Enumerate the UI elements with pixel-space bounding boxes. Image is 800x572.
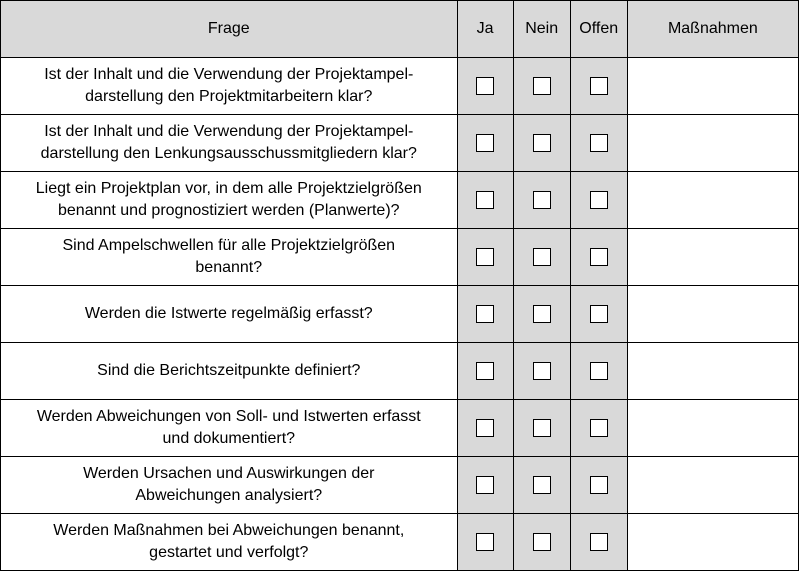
answer-cell-open xyxy=(570,58,627,115)
checkbox-yes[interactable] xyxy=(476,77,494,95)
table-body xyxy=(1,58,799,571)
table-row xyxy=(1,115,799,172)
checkbox-yes[interactable] xyxy=(476,248,494,266)
table-row xyxy=(1,400,799,457)
answer-cell-yes xyxy=(457,229,513,286)
measures-cell[interactable] xyxy=(627,58,798,115)
measures-cell[interactable] xyxy=(627,115,798,172)
answer-cell-no xyxy=(513,286,570,343)
checkbox-no[interactable] xyxy=(533,533,551,551)
answer-cell-open xyxy=(570,115,627,172)
answer-cell-no xyxy=(513,514,570,571)
question-text: Sind die Berichtszeitpunkte definiert? xyxy=(1,343,458,400)
checkbox-no[interactable] xyxy=(533,191,551,209)
checkbox-yes[interactable] xyxy=(476,191,494,209)
answer-cell-yes xyxy=(457,514,513,571)
measures-cell[interactable] xyxy=(627,172,798,229)
checkbox-yes[interactable] xyxy=(476,134,494,152)
answer-cell-open xyxy=(570,172,627,229)
answer-cell-yes xyxy=(457,115,513,172)
table-row xyxy=(1,172,799,229)
answer-cell-open xyxy=(570,343,627,400)
answer-cell-yes xyxy=(457,286,513,343)
checkbox-open[interactable] xyxy=(590,476,608,494)
table-row xyxy=(1,343,799,400)
checkbox-no[interactable] xyxy=(533,134,551,152)
question-text: Liegt ein Projektplan vor, in dem alle Projektzielgrößen benannt und prognostiziert werden (Planwerte)? xyxy=(1,172,458,229)
checkbox-open[interactable] xyxy=(590,419,608,437)
question-text: Ist der Inhalt und die Verwendung der Projektampel- darstellung den Lenkungsausschussmitgliedern klar? xyxy=(1,115,458,172)
answer-cell-no xyxy=(513,343,570,400)
checkbox-no[interactable] xyxy=(533,476,551,494)
table-header-row xyxy=(1,1,799,58)
header-question: Frage xyxy=(1,1,458,58)
checkbox-yes[interactable] xyxy=(476,476,494,494)
answer-cell-open xyxy=(570,457,627,514)
table-row xyxy=(1,229,799,286)
checkbox-yes[interactable] xyxy=(476,305,494,323)
checkbox-open[interactable] xyxy=(590,362,608,380)
answer-cell-open xyxy=(570,286,627,343)
table-row xyxy=(1,514,799,571)
answer-cell-no xyxy=(513,229,570,286)
question-text: Werden Abweichungen von Soll- und Istwerten erfasst und dokumentiert? xyxy=(1,400,458,457)
answer-cell-yes xyxy=(457,457,513,514)
checkbox-open[interactable] xyxy=(590,77,608,95)
checkbox-open[interactable] xyxy=(590,248,608,266)
answer-cell-no xyxy=(513,115,570,172)
checkbox-open[interactable] xyxy=(590,191,608,209)
checkbox-no[interactable] xyxy=(533,248,551,266)
checkbox-yes[interactable] xyxy=(476,362,494,380)
question-text: Sind Ampelschwellen für alle Projektzielgrößen benannt? xyxy=(1,229,458,286)
checkbox-open[interactable] xyxy=(590,533,608,551)
question-text: Werden die Istwerte regelmäßig erfasst? xyxy=(1,286,458,343)
measures-cell[interactable] xyxy=(627,286,798,343)
checkbox-no[interactable] xyxy=(533,362,551,380)
header-no: Nein xyxy=(513,1,570,58)
header-measures: Maßnahmen xyxy=(627,1,798,58)
answer-cell-open xyxy=(570,400,627,457)
answer-cell-yes xyxy=(457,343,513,400)
measures-cell[interactable] xyxy=(627,343,798,400)
checkbox-no[interactable] xyxy=(533,305,551,323)
measures-cell[interactable] xyxy=(627,457,798,514)
answer-cell-yes xyxy=(457,400,513,457)
table-row xyxy=(1,286,799,343)
answer-cell-yes xyxy=(457,172,513,229)
measures-cell[interactable] xyxy=(627,400,798,457)
measures-cell[interactable] xyxy=(627,229,798,286)
question-text: Werden Ursachen und Auswirkungen der Abweichungen analysiert? xyxy=(1,457,458,514)
question-text: Werden Maßnahmen bei Abweichungen benannt, gestartet und verfolgt? xyxy=(1,514,458,571)
answer-cell-open xyxy=(570,229,627,286)
answer-cell-no xyxy=(513,172,570,229)
header-open: Offen xyxy=(570,1,627,58)
answer-cell-yes xyxy=(457,58,513,115)
checkbox-no[interactable] xyxy=(533,77,551,95)
answer-cell-open xyxy=(570,514,627,571)
checkbox-open[interactable] xyxy=(590,134,608,152)
answer-cell-no xyxy=(513,58,570,115)
checkbox-no[interactable] xyxy=(533,419,551,437)
header-yes: Ja xyxy=(457,1,513,58)
answer-cell-no xyxy=(513,457,570,514)
table-row xyxy=(1,457,799,514)
measures-cell[interactable] xyxy=(627,514,798,571)
table-row xyxy=(1,58,799,115)
question-text: Ist der Inhalt und die Verwendung der Projektampel- darstellung den Projektmitarbeitern klar? xyxy=(1,58,458,115)
checkbox-open[interactable] xyxy=(590,305,608,323)
checkbox-yes[interactable] xyxy=(476,419,494,437)
checkbox-yes[interactable] xyxy=(476,533,494,551)
answer-cell-no xyxy=(513,400,570,457)
